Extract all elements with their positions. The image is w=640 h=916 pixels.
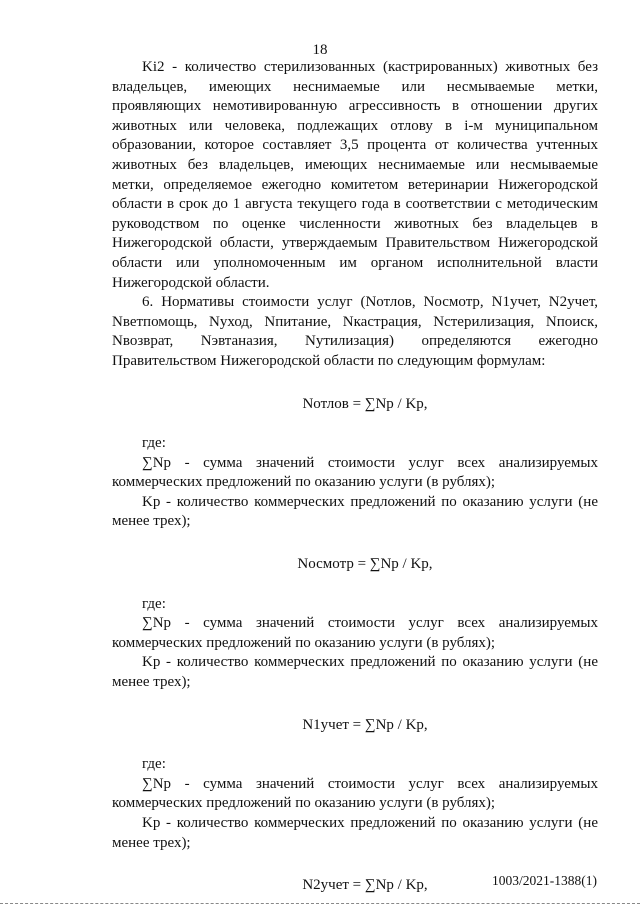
- formula-nosmotr: Nосмотр = ∑Np / Kp,: [297, 556, 433, 573]
- where-label: где:: [142, 756, 166, 773]
- scan-edge-line: [0, 903, 640, 904]
- definition-kp: Kp - количество коммерческих предложений по оказанию услуги (не менее трех);: [112, 815, 598, 851]
- definition-sum-np: ∑Np - сумма значений стоимости услуг всех анализируемых коммерческих предложений по оказанию услуги (в рублях);: [112, 775, 598, 812]
- definition-sum-np: ∑Np - сумма значений стоимости услуг всех анализируемых коммерческих предложений по оказанию услуги (в рублях);: [112, 454, 598, 491]
- formula-notlov: Nотлов = ∑Np / Kp,: [302, 395, 428, 412]
- paragraph-ki2: Ki2 - количество стерилизованных (кастрированных) животных без владельцев, имеющих неснимаемые или несмываемые метки, проявляющих немотивированную агрессивность в отношении других животных или человека, подлежащих отлову в i-м муниципальном образовании, которое составляет 3,5 процента от количества учтенных животных без владельцев, имеющих неснимаемые или несмываемые метки, определяемое ежегодно комитетом ветеринарии Нижегородской области в срок до 1 августа текущего года в соответствии с методическим руководством по оценке численности животных без владельцев в Нижегородской области, утверждаемым Правительством Нижегородской области или уполномоченным им органом исполнительной власти Нижегородской области.: [112, 59, 598, 291]
- document-body: [112, 58, 598, 916]
- paragraph-item-6: 6. Нормативы стоимости услуг (Nотлов, Nосмотр, N1учет, N2учет, Nветпомощь, Nуход, Nпитание, Nкастрация, Nстерилизация, Nпоиск, Nвозврат, Nэвтаназия, Nутилизация) определяются ежегодно Правительством Нижегородской области по следующим формулам:: [112, 294, 598, 369]
- formula-n1uchet: N1учет = ∑Np / Kp,: [302, 716, 428, 733]
- page-number: 18: [312, 42, 328, 58]
- definition-kp: Kp - количество коммерческих предложений по оказанию услуги (не менее трех);: [112, 654, 598, 691]
- formula-n2uchet: N2учет = ∑Np / Kp,: [302, 877, 428, 894]
- where-label: где:: [142, 595, 166, 612]
- definition-kp: Kp - количество коммерческих предложений по оказанию услуги (не менее трех);: [112, 493, 598, 530]
- document-number: 1003/2021-1388(1): [492, 873, 597, 888]
- where-label: где:: [142, 435, 166, 452]
- definition-sum-np: ∑Np - сумма значений стоимости услуг всех анализируемых коммерческих предложений по оказанию услуги (в рублях);: [112, 615, 598, 651]
